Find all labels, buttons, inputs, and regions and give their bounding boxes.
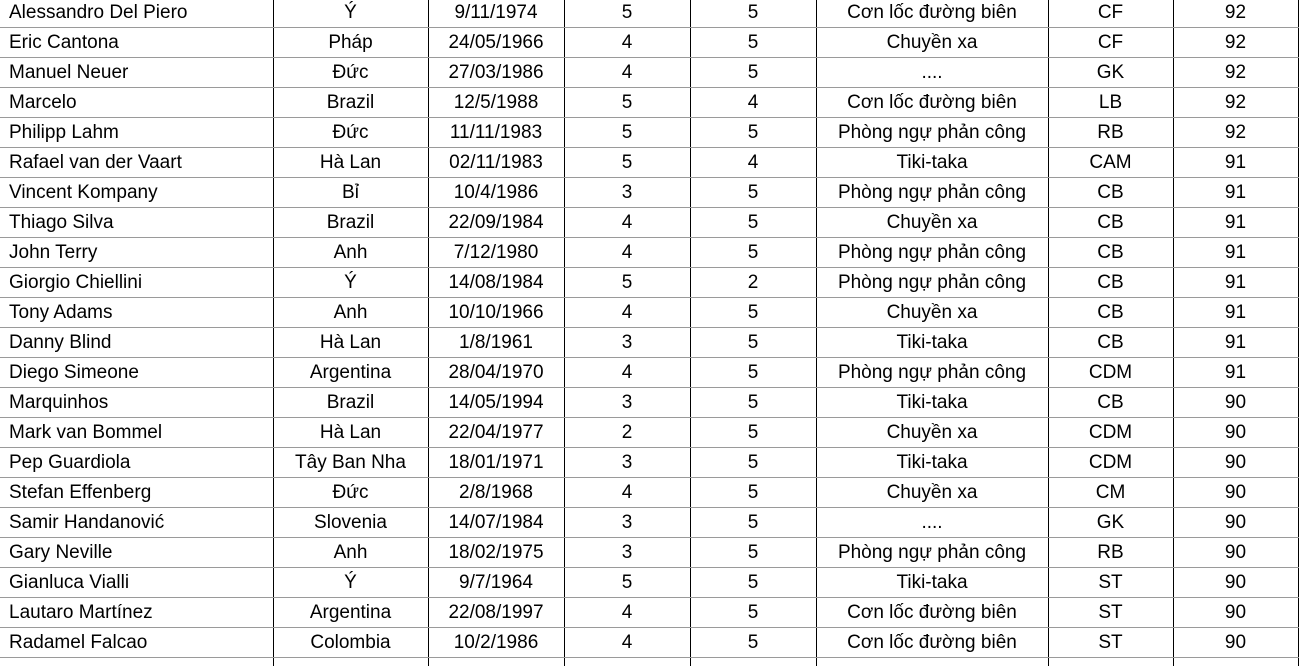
stat-b-cell[interactable]: 5	[690, 208, 816, 238]
birth-date-cell[interactable]: 11/11/1983	[428, 118, 564, 148]
birth-date-cell[interactable]	[428, 658, 564, 666]
birth-date-cell[interactable]: 14/07/1984	[428, 508, 564, 538]
position-cell[interactable]: RB	[1048, 538, 1173, 568]
play-style-cell[interactable]: Cơn lốc đường biên	[816, 628, 1048, 658]
stat-a-cell[interactable]: 3	[564, 448, 690, 478]
nationality-cell[interactable]	[273, 658, 428, 666]
birth-date-cell[interactable]: 9/11/1974	[428, 0, 564, 28]
nationality-cell[interactable]: Brazil	[273, 388, 428, 418]
table-row	[0, 358, 1298, 388]
player-name-cell[interactable]	[0, 658, 273, 666]
position-cell[interactable]: CF	[1048, 0, 1173, 28]
birth-date-cell[interactable]: 18/01/1971	[428, 448, 564, 478]
stat-b-cell[interactable]: 5	[690, 328, 816, 358]
birth-date-cell[interactable]: 2/8/1968	[428, 478, 564, 508]
rating-cell[interactable]: 90	[1173, 508, 1298, 538]
stat-b-cell[interactable]: 5	[690, 418, 816, 448]
table-row	[0, 568, 1298, 598]
stat-a-cell[interactable]: 5	[564, 268, 690, 298]
stat-b-cell[interactable]: 5	[690, 358, 816, 388]
rating-cell[interactable]: 91	[1173, 178, 1298, 208]
table-row	[0, 148, 1298, 178]
birth-date-cell[interactable]: 14/08/1984	[428, 268, 564, 298]
nationality-cell[interactable]: Hà Lan	[273, 328, 428, 358]
stat-a-cell[interactable]: 3	[564, 508, 690, 538]
nationality-cell[interactable]: Ý	[273, 0, 428, 28]
table-row	[0, 388, 1298, 418]
stat-a-cell[interactable]: 4	[564, 478, 690, 508]
rating-cell[interactable]: 92	[1173, 58, 1298, 88]
rating-cell[interactable]	[1173, 658, 1298, 666]
table-row	[0, 658, 1298, 666]
stat-b-cell[interactable]: 5	[690, 58, 816, 88]
play-style-cell[interactable]: Phòng ngự phản công	[816, 268, 1048, 298]
rating-cell[interactable]: 91	[1173, 328, 1298, 358]
position-cell[interactable]: CM	[1048, 478, 1173, 508]
rating-cell[interactable]: 91	[1173, 358, 1298, 388]
stat-a-cell[interactable]: 2	[564, 418, 690, 448]
player-name-cell[interactable]: Vincent Kompany	[0, 178, 273, 208]
play-style-cell[interactable]: Phòng ngự phản công	[816, 178, 1048, 208]
rating-cell[interactable]: 90	[1173, 538, 1298, 568]
birth-date-cell[interactable]: 7/12/1980	[428, 238, 564, 268]
birth-date-cell[interactable]: 24/05/1966	[428, 28, 564, 58]
player-name-cell[interactable]: Tony Adams	[0, 298, 273, 328]
stat-b-cell[interactable]: 5	[690, 568, 816, 598]
player-name-cell[interactable]: Marquinhos	[0, 388, 273, 418]
rating-cell[interactable]: 90	[1173, 628, 1298, 658]
player-name-cell[interactable]: Diego Simeone	[0, 358, 273, 388]
position-cell[interactable]: ST	[1048, 598, 1173, 628]
nationality-cell[interactable]: Anh	[273, 538, 428, 568]
stat-a-cell[interactable]: 5	[564, 148, 690, 178]
table-row	[0, 508, 1298, 538]
play-style-cell[interactable]	[816, 658, 1048, 666]
rating-cell[interactable]: 92	[1173, 28, 1298, 58]
table-row	[0, 28, 1298, 58]
table-row	[0, 298, 1298, 328]
birth-date-cell[interactable]: 22/04/1977	[428, 418, 564, 448]
player-name-cell[interactable]: Stefan Effenberg	[0, 478, 273, 508]
birth-date-cell[interactable]: 27/03/1986	[428, 58, 564, 88]
stat-a-cell[interactable]: 3	[564, 178, 690, 208]
table-row	[0, 418, 1298, 448]
play-style-cell[interactable]: Chuyền xa	[816, 208, 1048, 238]
rating-cell[interactable]: 90	[1173, 388, 1298, 418]
player-name-cell[interactable]: Giorgio Chiellini	[0, 268, 273, 298]
birth-date-cell[interactable]: 22/08/1997	[428, 598, 564, 628]
position-cell[interactable]: CDM	[1048, 448, 1173, 478]
stat-a-cell[interactable]: 4	[564, 238, 690, 268]
position-cell[interactable]: RB	[1048, 118, 1173, 148]
position-cell[interactable]: CB	[1048, 238, 1173, 268]
play-style-cell[interactable]: Tiki-taka	[816, 328, 1048, 358]
position-cell[interactable]: ST	[1048, 628, 1173, 658]
rating-cell[interactable]: 90	[1173, 478, 1298, 508]
birth-date-cell[interactable]: 22/09/1984	[428, 208, 564, 238]
player-name-cell[interactable]: Alessandro Del Piero	[0, 0, 273, 28]
stat-b-cell[interactable]: 5	[690, 178, 816, 208]
stat-a-cell[interactable]: 3	[564, 538, 690, 568]
table-row	[0, 0, 1298, 28]
nationality-cell[interactable]: Anh	[273, 238, 428, 268]
position-cell[interactable]: CB	[1048, 208, 1173, 238]
play-style-cell[interactable]: Chuyền xa	[816, 478, 1048, 508]
player-name-cell[interactable]: Radamel Falcao	[0, 628, 273, 658]
stat-a-cell[interactable]: 4	[564, 28, 690, 58]
birth-date-cell[interactable]: 10/2/1986	[428, 628, 564, 658]
birth-date-cell[interactable]: 9/7/1964	[428, 568, 564, 598]
player-name-cell[interactable]: Marcelo	[0, 88, 273, 118]
stat-a-cell[interactable]: 5	[564, 118, 690, 148]
rating-cell[interactable]: 91	[1173, 238, 1298, 268]
position-cell[interactable]: CB	[1048, 298, 1173, 328]
nationality-cell[interactable]: Đức	[273, 478, 428, 508]
play-style-cell[interactable]: Phòng ngự phản công	[816, 538, 1048, 568]
play-style-cell[interactable]: Tiki-taka	[816, 568, 1048, 598]
birth-date-cell[interactable]: 14/05/1994	[428, 388, 564, 418]
stat-b-cell[interactable]: 5	[690, 28, 816, 58]
position-cell[interactable]: CB	[1048, 178, 1173, 208]
rating-cell[interactable]: 90	[1173, 418, 1298, 448]
nationality-cell[interactable]: Argentina	[273, 358, 428, 388]
table-row	[0, 268, 1298, 298]
stat-a-cell[interactable]: 4	[564, 598, 690, 628]
position-cell[interactable]: ST	[1048, 568, 1173, 598]
player-name-cell[interactable]: Gianluca Vialli	[0, 568, 273, 598]
birth-date-cell[interactable]: 10/10/1966	[428, 298, 564, 328]
player-name-cell[interactable]: Gary Neville	[0, 538, 273, 568]
player-name-cell[interactable]: Philipp Lahm	[0, 118, 273, 148]
position-cell[interactable]: LB	[1048, 88, 1173, 118]
nationality-cell[interactable]: Colombia	[273, 628, 428, 658]
table-row	[0, 238, 1298, 268]
position-cell[interactable]: CF	[1048, 28, 1173, 58]
stat-b-cell[interactable]: 5	[690, 388, 816, 418]
table-row	[0, 118, 1298, 148]
nationality-cell[interactable]: Đức	[273, 58, 428, 88]
stat-a-cell[interactable]: 4	[564, 358, 690, 388]
play-style-cell[interactable]: Phòng ngự phản công	[816, 238, 1048, 268]
rating-cell[interactable]: 91	[1173, 208, 1298, 238]
rating-cell[interactable]: 90	[1173, 448, 1298, 478]
nationality-cell[interactable]: Hà Lan	[273, 148, 428, 178]
play-style-cell[interactable]: ....	[816, 58, 1048, 88]
table-row	[0, 478, 1298, 508]
stat-b-cell[interactable]: 5	[690, 238, 816, 268]
nationality-cell[interactable]: Đức	[273, 118, 428, 148]
play-style-cell[interactable]: Phòng ngự phản công	[816, 118, 1048, 148]
nationality-cell[interactable]: Anh	[273, 298, 428, 328]
player-name-cell[interactable]: Mark van Bommel	[0, 418, 273, 448]
birth-date-cell[interactable]: 10/4/1986	[428, 178, 564, 208]
stat-b-cell[interactable]: 5	[690, 478, 816, 508]
position-cell[interactable]: CAM	[1048, 148, 1173, 178]
birth-date-cell[interactable]: 28/04/1970	[428, 358, 564, 388]
play-style-cell[interactable]: Cơn lốc đường biên	[816, 598, 1048, 628]
position-cell[interactable]	[1048, 658, 1173, 666]
play-style-cell[interactable]: ....	[816, 508, 1048, 538]
rating-cell[interactable]: 92	[1173, 0, 1298, 28]
table-row	[0, 538, 1298, 568]
rating-cell[interactable]: 91	[1173, 298, 1298, 328]
birth-date-cell[interactable]: 1/8/1961	[428, 328, 564, 358]
stat-b-cell[interactable]: 5	[690, 538, 816, 568]
rating-cell[interactable]: 90	[1173, 568, 1298, 598]
play-style-cell[interactable]: Chuyền xa	[816, 418, 1048, 448]
play-style-cell[interactable]: Chuyền xa	[816, 298, 1048, 328]
nationality-cell[interactable]: Tây Ban Nha	[273, 448, 428, 478]
stat-a-cell[interactable]	[564, 658, 690, 666]
birth-date-cell[interactable]: 12/5/1988	[428, 88, 564, 118]
stat-b-cell[interactable]: 5	[690, 118, 816, 148]
nationality-cell[interactable]: Argentina	[273, 598, 428, 628]
stat-b-cell[interactable]: 5	[690, 448, 816, 478]
position-cell[interactable]: CDM	[1048, 418, 1173, 448]
stat-a-cell[interactable]: 4	[564, 58, 690, 88]
nationality-cell[interactable]: Brazil	[273, 88, 428, 118]
play-style-cell[interactable]: Tiki-taka	[816, 448, 1048, 478]
player-name-cell[interactable]: John Terry	[0, 238, 273, 268]
player-name-cell[interactable]: Rafael van der Vaart	[0, 148, 273, 178]
play-style-cell[interactable]: Tiki-taka	[816, 388, 1048, 418]
birth-date-cell[interactable]: 18/02/1975	[428, 538, 564, 568]
stat-b-cell[interactable]: 5	[690, 598, 816, 628]
rating-cell[interactable]: 91	[1173, 148, 1298, 178]
stat-a-cell[interactable]: 5	[564, 0, 690, 28]
nationality-cell[interactable]: Ý	[273, 268, 428, 298]
table-row	[0, 628, 1298, 658]
stat-a-cell[interactable]: 4	[564, 628, 690, 658]
position-cell[interactable]: CDM	[1048, 358, 1173, 388]
play-style-cell[interactable]: Tiki-taka	[816, 148, 1048, 178]
stat-b-cell[interactable]: 5	[690, 628, 816, 658]
player-name-cell[interactable]: Pep Guardiola	[0, 448, 273, 478]
nationality-cell[interactable]: Hà Lan	[273, 418, 428, 448]
position-cell[interactable]: CB	[1048, 328, 1173, 358]
player-name-cell[interactable]: Manuel Neuer	[0, 58, 273, 88]
nationality-cell[interactable]: Brazil	[273, 208, 428, 238]
stat-a-cell[interactable]: 4	[564, 208, 690, 238]
stat-b-cell[interactable]: 5	[690, 508, 816, 538]
play-style-cell[interactable]: Phòng ngự phản công	[816, 358, 1048, 388]
stat-a-cell[interactable]: 3	[564, 388, 690, 418]
table-row	[0, 328, 1298, 358]
table-row	[0, 448, 1298, 478]
table-row	[0, 598, 1298, 628]
play-style-cell[interactable]: Chuyền xa	[816, 28, 1048, 58]
nationality-cell[interactable]: Slovenia	[273, 508, 428, 538]
stat-b-cell[interactable]	[690, 658, 816, 666]
player-name-cell[interactable]: Eric Cantona	[0, 28, 273, 58]
rating-cell[interactable]: 92	[1173, 88, 1298, 118]
position-cell[interactable]: GK	[1048, 58, 1173, 88]
player-name-cell[interactable]: Samir Handanović	[0, 508, 273, 538]
stat-b-cell[interactable]: 4	[690, 148, 816, 178]
position-cell[interactable]: CB	[1048, 388, 1173, 418]
table-row	[0, 58, 1298, 88]
rating-cell[interactable]: 92	[1173, 118, 1298, 148]
rating-cell[interactable]: 91	[1173, 268, 1298, 298]
player-name-cell[interactable]: Lautaro Martínez	[0, 598, 273, 628]
play-style-cell[interactable]: Cơn lốc đường biên	[816, 88, 1048, 118]
player-name-cell[interactable]: Danny Blind	[0, 328, 273, 358]
stat-b-cell[interactable]: 5	[690, 0, 816, 28]
stat-a-cell[interactable]: 3	[564, 328, 690, 358]
player-name-cell[interactable]: Thiago Silva	[0, 208, 273, 238]
play-style-cell[interactable]: Cơn lốc đường biên	[816, 0, 1048, 28]
stat-b-cell[interactable]: 4	[690, 88, 816, 118]
position-cell[interactable]: CB	[1048, 268, 1173, 298]
stat-a-cell[interactable]: 5	[564, 568, 690, 598]
nationality-cell[interactable]: Pháp	[273, 28, 428, 58]
stat-a-cell[interactable]: 4	[564, 298, 690, 328]
position-cell[interactable]: GK	[1048, 508, 1173, 538]
stat-b-cell[interactable]: 2	[690, 268, 816, 298]
birth-date-cell[interactable]: 02/11/1983	[428, 148, 564, 178]
rating-cell[interactable]: 90	[1173, 598, 1298, 628]
stat-b-cell[interactable]: 5	[690, 298, 816, 328]
table-row	[0, 88, 1298, 118]
table-row	[0, 208, 1298, 238]
stat-a-cell[interactable]: 5	[564, 88, 690, 118]
nationality-cell[interactable]: Bỉ	[273, 178, 428, 208]
table-row	[0, 178, 1298, 208]
nationality-cell[interactable]: Ý	[273, 568, 428, 598]
